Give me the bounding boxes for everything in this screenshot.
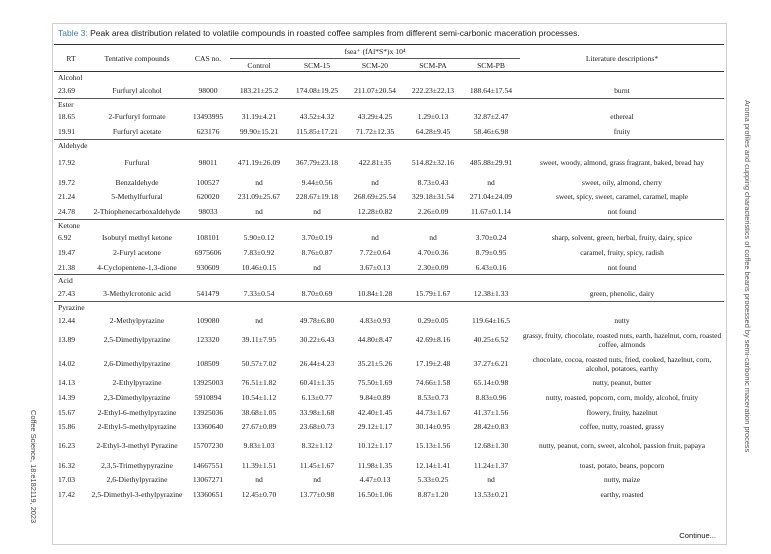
scmpa-cell: 4.70±0.36 (417, 247, 449, 257)
literature-cell: chocolate, cocoa, roasted nuts, fried, cooked, hazelnut, corn, alcohol, potatoes, earthy (532, 354, 712, 373)
group-row (54, 139, 724, 151)
table-row (54, 245, 724, 260)
scm20-cell: 9.84±0.89 (359, 392, 391, 402)
scm15-cell: 60.41±1.35 (299, 378, 335, 388)
compound-cell: 2,3,5-Trimethypyrazine (101, 460, 173, 470)
scmpa-cell: 222.23±22.13 (411, 85, 455, 95)
scm20-cell: nd (371, 233, 379, 243)
header-treatment: SCM-PA (419, 60, 447, 70)
group-row (54, 275, 724, 287)
scm15-cell: 8.32±1.12 (301, 441, 333, 451)
scm15-cell: 30.22±6.43 (299, 335, 335, 345)
header-literature: Literature descriptions* (585, 53, 659, 63)
rt-cell: 21.24 (58, 192, 76, 202)
group-row (54, 301, 724, 313)
literature-cell: caramel, fruity, spicy, radish (580, 247, 664, 257)
rt-cell: 14.02 (58, 359, 76, 369)
group-row (54, 219, 724, 231)
table-row (54, 204, 724, 219)
compound-cell: Benzaldehyde (115, 177, 159, 187)
header-area: fsea⁺ (fAl*S*)x 10⁴ (230, 45, 520, 59)
literature-cell: sharp, solvent, green, herbal, fruity, dairy, spice (551, 233, 693, 243)
scmpb-cell: 11.24±1.37 (473, 460, 509, 470)
compound-cell: 5-Methylfurfural (111, 192, 163, 202)
header-treatment: SCM-20 (361, 60, 389, 70)
literature-cell: not found (607, 262, 637, 272)
volatile-compounds-table (54, 44, 724, 502)
literature-cell: toast, potato, beans, popcorn (579, 460, 665, 470)
header-compound: Tentative compounds (104, 53, 170, 63)
scmpa-cell: 329.18±31.54 (411, 192, 455, 202)
scmpa-cell: 2.30±0.09 (417, 262, 449, 272)
compound-cell: Furfural (124, 158, 150, 168)
scm20-cell: 29.12±1.17 (357, 422, 393, 432)
compound-cell: 4-Cyclopentene-1,3-dione (97, 262, 177, 272)
scmpb-cell: 37.27±6.21 (473, 359, 509, 369)
literature-cell: sweet, oily, almond, cherry (582, 177, 662, 187)
scm15-cell: 3.70±0.19 (301, 233, 333, 243)
scmpb-cell: 11.67±0.1.14 (471, 206, 511, 216)
scm20-cell: 12.28±0.82 (357, 206, 393, 216)
scm20-cell: 42.40±1.45 (357, 407, 393, 417)
scm15-cell: 43.52±4.32 (299, 112, 335, 122)
scmpa-cell: 1.29±0.13 (417, 112, 449, 122)
cas-cell: 13493995 (192, 112, 224, 122)
rt-cell: 15.86 (58, 422, 76, 432)
scm15-cell: 26.44±4.23 (299, 359, 335, 369)
table-row (54, 390, 724, 405)
scmpb-cell: 41.37±1.56 (473, 407, 509, 417)
scmpb-cell: 119.64±16.5 (471, 315, 511, 325)
table-row (54, 151, 724, 175)
scm20-cell: 211.07±20.54 (354, 85, 396, 95)
scmpa-cell: 64.28±9.45 (415, 126, 451, 136)
table-row (54, 124, 724, 139)
cas-cell: 620020 (196, 192, 220, 202)
cas-cell: 109080 (196, 315, 220, 325)
control-cell: nd (255, 315, 263, 325)
scm15-cell: 9.44±0.56 (301, 177, 333, 187)
scmpb-cell: 65.14±0.98 (473, 378, 509, 388)
control-cell: 39.11±7.95 (241, 335, 277, 345)
scmpa-cell: nd (429, 233, 437, 243)
cas-cell: 623176 (196, 126, 220, 136)
group-label: Alcohol (58, 73, 83, 82)
table-caption (58, 28, 718, 38)
scmpb-cell: 8.79±0.95 (475, 247, 507, 257)
table-row (54, 83, 724, 98)
compound-cell: Furfuryl alcohol (112, 85, 162, 95)
literature-cell: nutty, roasted, popcorn, corn, moldy, alcohol, fruity (545, 392, 699, 402)
scm20-cell: 4.47±0.13 (359, 475, 391, 485)
compound-cell: 2-Thiophenecarboxaldehyde (93, 206, 181, 216)
cas-cell: 13360651 (192, 489, 224, 499)
control-cell: 10.54±1.12 (241, 392, 277, 402)
rt-cell: 23.69 (58, 85, 76, 95)
group-label: Pyrazine (58, 302, 85, 312)
control-cell: nd (255, 177, 263, 187)
literature-cell: not found (607, 206, 637, 216)
compound-cell: 2,3-Dimethylpyrazine (103, 392, 171, 402)
scm20-cell: 3.67±0.13 (359, 262, 391, 272)
cas-cell: 541479 (196, 289, 220, 299)
scm15-cell: 6.13±0.77 (301, 392, 333, 402)
side-journal-citation: Coffee Science, 18:e182119, 2023 (29, 410, 38, 524)
scm20-cell: 11.98±1.35 (357, 460, 393, 470)
literature-cell: ethereal (610, 112, 634, 122)
compound-cell: 2,6-Dimethylpyrazine (103, 359, 171, 369)
literature-cell: nutty, maize (603, 475, 641, 485)
compound-cell: 2-Ethyl-5-methylpyrazine (97, 422, 177, 432)
scm15-cell: 13.77±0.98 (299, 489, 335, 499)
table-row (54, 352, 724, 376)
scmpa-cell: 8.53±0.73 (417, 392, 449, 402)
table-row (54, 231, 724, 246)
group-label: Ketone (58, 220, 80, 230)
scm15-cell: 367.79±23.18 (295, 158, 339, 168)
control-cell: 471.19±26.09 (237, 158, 281, 168)
scm20-cell: 44.80±8.47 (357, 335, 393, 345)
header-treatment: SCM-15 (303, 60, 331, 70)
scm20-cell: 268.69±25.54 (353, 192, 397, 202)
table-row (54, 328, 724, 352)
cas-cell: 14667551 (192, 460, 224, 470)
control-cell: 183.21±25.2 (239, 85, 279, 95)
cas-cell: 13925036 (192, 407, 224, 417)
control-cell: 38.68±1.05 (241, 407, 277, 417)
table-row (54, 110, 724, 125)
header-rt: RT (66, 53, 76, 63)
cas-cell: 6975606 (194, 247, 222, 257)
scm20-cell: 7.72±0.64 (359, 247, 391, 257)
header-treatment: SCM-PB (477, 60, 505, 70)
cas-cell: 930609 (196, 262, 220, 272)
cas-cell: 15707230 (192, 441, 224, 451)
control-cell: 12.45±0.70 (241, 489, 277, 499)
scmpb-cell: 8.83±0.96 (475, 392, 507, 402)
control-cell: 7.33±0.54 (243, 289, 275, 299)
group-label: Ester (58, 99, 74, 109)
control-cell: 11.39±1.51 (241, 460, 277, 470)
scm20-cell: 10.84±1.28 (357, 289, 393, 299)
caption-label: Table 3: (58, 28, 88, 38)
scm20-cell: 16.50±1.06 (357, 489, 393, 499)
scm15-cell: 23.68±0.73 (299, 422, 335, 432)
scm15-cell: nd (313, 206, 321, 216)
compound-cell: 2-Furfuryl formate (108, 112, 166, 122)
rt-cell: 6.92 (58, 233, 72, 243)
literature-cell: nutty, peanut, corn, sweet, alcohol, passion fruit, papaya (539, 441, 705, 451)
table-row (54, 405, 724, 420)
table-row (54, 473, 724, 488)
literature-cell: sweet, spicy, sweet, caramel, caramel, maple (555, 192, 689, 202)
control-cell: 50.57±7.02 (241, 359, 277, 369)
table-row (54, 458, 724, 473)
cas-cell: 5910894 (194, 392, 222, 402)
scmpb-cell: 58.46±6.98 (473, 126, 509, 136)
scmpa-cell: 30.14±0.95 (415, 422, 451, 432)
scmpa-cell: 44.73±1.67 (415, 407, 451, 417)
caption-text: Peak area distribution related to volatile compounds in roasted coffee samples from different semi-carbonic maceration processes. (87, 28, 580, 38)
compound-cell: 2,6-Diethylpyrazine (106, 475, 168, 485)
scmpa-cell: 514.82±32.16 (411, 158, 455, 168)
scmpb-cell: 40.25±6.52 (473, 335, 509, 345)
scm15-cell: 8.76±0.87 (301, 247, 333, 257)
scm15-cell: 11.45±1.67 (299, 460, 335, 470)
group-row (54, 72, 724, 84)
control-cell: 9.83±1.03 (243, 441, 275, 451)
compound-cell: 2,5-Dimethylpyrazine (103, 335, 171, 345)
compound-cell: 3-Methylcrotonic acid (103, 289, 171, 299)
control-cell: nd (255, 475, 263, 485)
scm15-cell: 115.85±17.21 (296, 126, 338, 136)
literature-cell: sweet, woody, almond, grass fragrant, baked, bread hay (539, 158, 705, 168)
control-cell: 10.46±0.15 (241, 262, 277, 272)
scm20-cell: 75.50±1.69 (357, 378, 393, 388)
cas-cell: 13067271 (192, 475, 224, 485)
scmpb-cell: nd (487, 177, 495, 187)
compound-cell: Isobutyl methyl ketone (101, 233, 173, 243)
rt-cell: 15.67 (58, 407, 76, 417)
cas-cell: 98000 (198, 85, 218, 95)
rt-cell: 17.42 (58, 489, 76, 499)
rt-cell: 12.44 (58, 315, 76, 325)
scmpb-cell: 12.38±1.33 (473, 289, 509, 299)
literature-cell: burnt (614, 85, 630, 95)
cas-cell: 123320 (196, 335, 220, 345)
cas-cell: 100527 (196, 177, 220, 187)
cas-cell: 98033 (198, 206, 218, 216)
rt-cell: 13.89 (58, 335, 76, 345)
continue-note: Continue... (679, 531, 716, 540)
scmpb-cell: 13.53±0.21 (473, 489, 509, 499)
scmpa-cell: 5.33±0.25 (417, 475, 449, 485)
scmpa-cell: 2.26±0.09 (417, 206, 449, 216)
scmpa-cell: 8.73±0.43 (417, 177, 449, 187)
scm15-cell: 49.78±6.80 (299, 315, 335, 325)
scmpb-cell: 12.68±1.30 (473, 441, 509, 451)
cas-cell: 13360640 (192, 422, 224, 432)
literature-cell: flowery, fruity, hazelnut (586, 407, 658, 417)
rt-cell: 19.72 (58, 177, 76, 187)
table-row (54, 260, 724, 275)
side-running-title: Aroma profiles and cupping characteristics of coffee beans processed by semi-carbonic maceration process (743, 100, 752, 453)
literature-cell: nutty, peanut, butter (592, 378, 652, 388)
scm15-cell: 33.98±1.68 (299, 407, 335, 417)
cas-cell: 108509 (196, 359, 220, 369)
scmpa-cell: 15.13±1.56 (415, 441, 451, 451)
rt-cell: 24.78 (58, 206, 76, 216)
compound-cell: 2-Ethylpyrazine (112, 378, 162, 388)
scmpa-cell: 42.69±8.16 (415, 335, 451, 345)
rt-cell: 19.91 (58, 126, 76, 136)
control-cell: 5.90±0.12 (243, 233, 275, 243)
scm15-cell: 8.70±0.69 (301, 289, 333, 299)
scm15-cell: 174.08±19.25 (295, 85, 339, 95)
literature-cell: grassy, fruity, chocolate, roasted nuts, earth, hazelnut, corn, roasted coffee, almonds (522, 330, 722, 349)
literature-cell: green, phenolic, dairy (589, 289, 655, 299)
cas-cell: 13925003 (192, 378, 224, 388)
control-cell: nd (255, 206, 263, 216)
rt-cell: 16.32 (58, 460, 76, 470)
header-treatment: Control (247, 60, 271, 70)
rt-cell: 17.92 (58, 158, 76, 168)
scmpb-cell: 188.64±17.54 (469, 85, 513, 95)
table-row (54, 189, 724, 204)
scmpa-cell: 0.29±0.05 (417, 315, 449, 325)
table-row (54, 313, 724, 328)
rt-cell: 14.13 (58, 378, 76, 388)
scmpb-cell: 271.04±24.09 (469, 192, 513, 202)
rt-cell: 27.43 (58, 289, 76, 299)
scmpa-cell: 74.66±1.58 (415, 378, 451, 388)
control-cell: 231.09±25.67 (237, 192, 281, 202)
scmpa-cell: 12.14±1.41 (415, 460, 451, 470)
compound-cell: 2-Methylpyrazine (109, 315, 165, 325)
literature-cell: earthy, roasted (600, 489, 644, 499)
cas-cell: 108101 (196, 233, 220, 243)
table-row (54, 376, 724, 391)
literature-cell: fruity (613, 126, 631, 136)
control-cell: 31.19±4.21 (241, 112, 277, 122)
scmpb-cell: 28.42±0.83 (473, 422, 509, 432)
compound-cell: 2-Furyl acetone (113, 247, 161, 257)
rt-cell: 21.38 (58, 262, 76, 272)
table-row (54, 286, 724, 301)
scm20-cell: 4.83±0.93 (359, 315, 391, 325)
scm20-cell: 35.21±5.26 (357, 359, 393, 369)
scm15-cell: nd (313, 262, 321, 272)
rt-cell: 18.65 (58, 112, 76, 122)
scmpa-cell: 8.87±1.20 (417, 489, 449, 499)
table-row (54, 419, 724, 434)
group-label: Acid (58, 276, 73, 286)
scm20-cell: 43.29±4.25 (357, 112, 393, 122)
scm20-cell: 71.72±12.35 (355, 126, 395, 136)
table-row (54, 175, 724, 190)
scmpb-cell: 485.88±29.91 (469, 158, 513, 168)
scmpa-cell: 15.79±1.67 (415, 289, 451, 299)
rt-cell: 17.03 (58, 475, 76, 485)
header-cas: CAS no. (194, 53, 222, 63)
scm20-cell: 10.12±1.17 (357, 441, 393, 451)
scm15-cell: nd (313, 475, 321, 485)
group-label: Aldehyde (58, 140, 88, 150)
control-cell: 7.83±0.92 (243, 247, 275, 257)
table-row (54, 487, 724, 502)
control-cell: 76.51±1.82 (241, 378, 277, 388)
control-cell: 27.67±0.89 (241, 422, 277, 432)
scmpb-cell: 6.43±0.16 (475, 262, 507, 272)
compound-cell: 2-Ethyl-6-methylpyrazine (97, 407, 177, 417)
scm15-cell: 228.67±19.18 (295, 192, 339, 202)
table-row (54, 434, 724, 458)
rt-cell: 14.39 (58, 392, 76, 402)
scmpb-cell: 32.87±2.47 (473, 112, 509, 122)
scmpb-cell: nd (487, 475, 495, 485)
cas-cell: 98011 (198, 158, 218, 168)
compound-cell: Furfuryl acetate (112, 126, 162, 136)
literature-cell: nutty (614, 315, 630, 325)
literature-cell: coffee, nutty, roasted, grassy (579, 422, 665, 432)
rt-cell: 19.47 (58, 247, 76, 257)
rt-cell: 16.23 (58, 441, 76, 451)
scm20-cell: 422.81±35 (358, 158, 392, 168)
control-cell: 99.90±15.21 (239, 126, 279, 136)
compound-cell: 2,5-Dimethyl-3-ethylpyrazine (91, 489, 183, 499)
scmpb-cell: 3.70±0.24 (475, 233, 507, 243)
scm20-cell: nd (371, 177, 379, 187)
group-row (54, 98, 724, 110)
scmpa-cell: 17.19±2.48 (415, 359, 451, 369)
compound-cell: 2-Ethyl-3-methyl Pyrazine (96, 441, 178, 451)
